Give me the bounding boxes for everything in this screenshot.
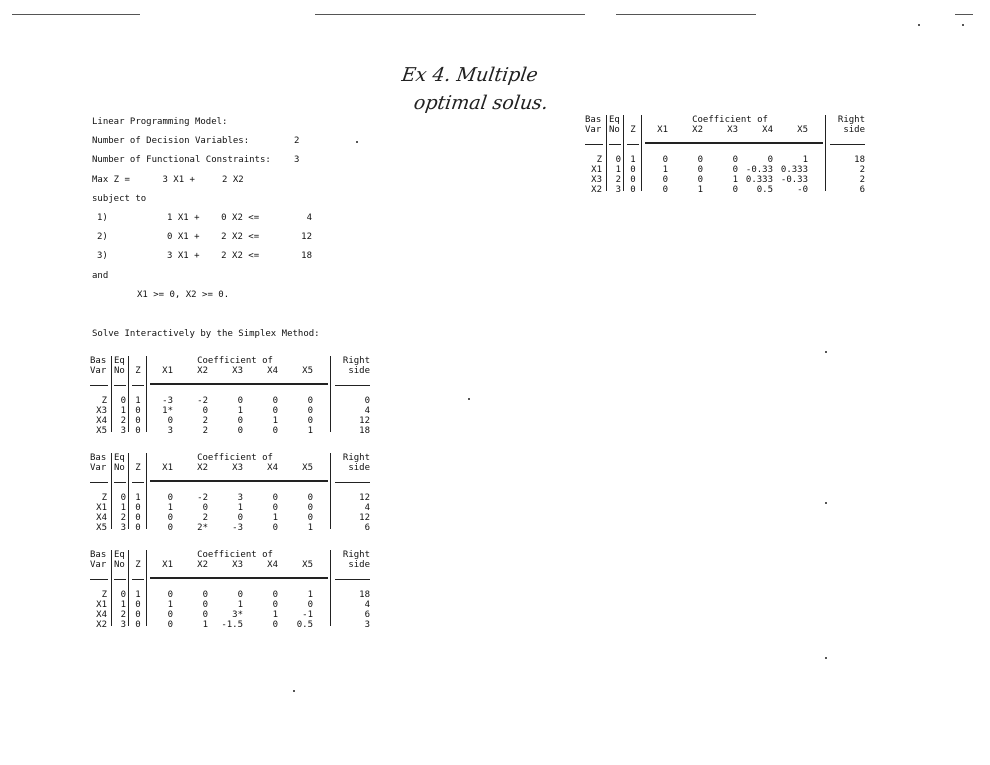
basic-variable: Z: [101, 590, 107, 600]
coefficient-cell: 0: [697, 175, 703, 185]
coefficient-cell: 1: [237, 600, 243, 610]
coefficient-cell: 0: [767, 155, 773, 165]
header-bas: Bas: [90, 453, 107, 463]
coefficient-cell: -3: [232, 523, 243, 533]
header-no: No: [114, 366, 125, 376]
header-rule: [114, 482, 126, 483]
header-side: side: [843, 125, 865, 135]
constraint-rhs: 18: [301, 251, 312, 261]
coefficient-cell: 0: [272, 590, 278, 600]
equation-number: 2: [120, 610, 126, 620]
equation-number: 3: [120, 620, 126, 630]
header-rule: [132, 579, 144, 580]
header-z: Z: [135, 366, 141, 376]
header-rule: [132, 385, 144, 386]
column-divider: [606, 115, 607, 191]
header-rule: [90, 579, 108, 580]
coefficient-cell: 0: [662, 175, 668, 185]
header-x5: X5: [797, 125, 808, 135]
column-divider: [111, 453, 112, 529]
right-side-value: 12: [359, 416, 370, 426]
constraint-rhs: 4: [306, 213, 312, 223]
equation-number: 0: [615, 155, 621, 165]
num-cons-label: Number of Functional Constraints:: [92, 155, 271, 165]
equation-number: 1: [120, 406, 126, 416]
z-coefficient: 0: [135, 523, 141, 533]
coefficient-cell: 3: [237, 493, 243, 503]
coefficient-cell: 3: [167, 426, 173, 436]
header-rule: [335, 385, 370, 386]
basic-variable: X2: [591, 185, 602, 195]
right-side-value: 3: [364, 620, 370, 630]
z-coefficient: 1: [135, 493, 141, 503]
column-divider: [330, 550, 331, 626]
header-side: side: [348, 560, 370, 570]
equation-number: 3: [120, 523, 126, 533]
equation-number: 3: [120, 426, 126, 436]
constraint-rhs: 12: [301, 232, 312, 242]
header-eq: Eq: [114, 356, 125, 366]
coefficient-cell: 0: [662, 185, 668, 195]
coefficient-cell: 0: [237, 590, 243, 600]
header-x5: X5: [302, 366, 313, 376]
header-rule: [114, 579, 126, 580]
z-coefficient: 0: [135, 503, 141, 513]
z-coefficient: 1: [135, 590, 141, 600]
z-coefficient: 0: [630, 185, 636, 195]
coefficient-cell: 1: [307, 590, 313, 600]
header-x3: X3: [232, 560, 243, 570]
header-side: side: [348, 366, 370, 376]
constraint-num: 1): [97, 213, 108, 223]
coefficient-cell: 0.333: [745, 175, 773, 185]
header-bas: Bas: [585, 115, 602, 125]
coefficient-cell: 0: [202, 406, 208, 416]
z-coefficient: 0: [135, 620, 141, 630]
coefficient-cell: 1: [307, 426, 313, 436]
coefficient-cell: 0: [307, 396, 313, 406]
coefficient-cell: 0: [202, 503, 208, 513]
constraint-expr: 3 X1 + 2 X2 <=: [167, 251, 260, 261]
coefficient-cell: -2: [197, 396, 208, 406]
basic-variable: X2: [96, 620, 107, 630]
basic-variable: X4: [96, 513, 107, 523]
basic-variable: X4: [96, 610, 107, 620]
z-coefficient: 0: [630, 175, 636, 185]
coefficient-cell: 0: [237, 513, 243, 523]
coefficient-cell: 3*: [232, 610, 243, 620]
header-x4: X4: [267, 366, 278, 376]
right-side-value: 12: [359, 513, 370, 523]
header-coefficient: Coefficient of: [197, 550, 273, 560]
column-divider: [825, 115, 826, 191]
header-coefficient: Coefficient of: [197, 453, 273, 463]
coefficient-cell: 2*: [197, 523, 208, 533]
coefficient-cell: -1: [302, 610, 313, 620]
right-side-value: 2: [859, 175, 865, 185]
header-right: Right: [342, 550, 370, 560]
header-rule: [609, 144, 621, 145]
right-side-value: 18: [854, 155, 865, 165]
coefficient-cell: 0: [732, 165, 738, 175]
header-no: No: [114, 560, 125, 570]
header-rule: [150, 383, 328, 385]
header-rule: [335, 482, 370, 483]
right-side-value: 18: [359, 426, 370, 436]
equation-number: 2: [120, 513, 126, 523]
coefficient-cell: 1: [697, 185, 703, 195]
column-divider: [128, 550, 129, 626]
coefficient-cell: 0: [237, 426, 243, 436]
coefficient-cell: 1: [802, 155, 808, 165]
equation-number: 0: [120, 396, 126, 406]
column-divider: [330, 453, 331, 529]
header-rule: [645, 142, 823, 144]
coefficient-cell: -0.33: [780, 175, 808, 185]
header-rule: [114, 385, 126, 386]
subject-to: subject to: [92, 194, 147, 204]
header-no: No: [609, 125, 620, 135]
right-side-value: 4: [364, 600, 370, 610]
header-rule: [335, 579, 370, 580]
right-side-value: 18: [359, 590, 370, 600]
coefficient-cell: -0: [797, 185, 808, 195]
basic-variable: X5: [96, 523, 107, 533]
coefficient-cell: 0: [167, 620, 173, 630]
header-rule: [627, 144, 639, 145]
header-x2: X2: [197, 560, 208, 570]
basic-variable: X1: [96, 600, 107, 610]
coefficient-cell: 0: [272, 493, 278, 503]
column-divider: [330, 356, 331, 432]
z-coefficient: 0: [135, 426, 141, 436]
column-divider: [623, 115, 624, 191]
num-vars-label: Number of Decision Variables:: [92, 136, 250, 146]
equation-number: 3: [615, 185, 621, 195]
handwritten-title-line1: Ex 4. Multiple: [400, 64, 540, 86]
equation-number: 1: [120, 600, 126, 610]
coefficient-cell: 0: [167, 416, 173, 426]
z-coefficient: 1: [630, 155, 636, 165]
coefficient-cell: -3: [162, 396, 173, 406]
basic-variable: X1: [591, 165, 602, 175]
right-side-value: 0: [364, 396, 370, 406]
header-right: Right: [342, 356, 370, 366]
right-side-value: 2: [859, 165, 865, 175]
header-x5: X5: [302, 463, 313, 473]
coefficient-cell: 1: [307, 523, 313, 533]
header-rule: [90, 482, 108, 483]
equation-number: 1: [120, 503, 126, 513]
header-z: Z: [135, 560, 141, 570]
header-x2: X2: [197, 366, 208, 376]
basic-variable: X4: [96, 416, 107, 426]
coefficient-cell: 0: [167, 513, 173, 523]
header-rule: [150, 577, 328, 579]
num-vars-value: 2: [294, 136, 300, 146]
z-coefficient: 0: [135, 513, 141, 523]
coefficient-cell: 0: [167, 590, 173, 600]
basic-variable: Z: [596, 155, 602, 165]
header-right: Right: [342, 453, 370, 463]
z-coefficient: 0: [630, 165, 636, 175]
coefficient-cell: 0: [307, 503, 313, 513]
header-x4: X4: [267, 560, 278, 570]
header-rule: [90, 385, 108, 386]
z-coefficient: 0: [135, 406, 141, 416]
header-no: No: [114, 463, 125, 473]
basic-variable: X3: [591, 175, 602, 185]
header-eq: Eq: [114, 453, 125, 463]
coefficient-cell: 0: [167, 610, 173, 620]
solve-heading: Solve Interactively by the Simplex Method:: [92, 329, 320, 339]
header-rule: [132, 482, 144, 483]
num-cons-value: 3: [294, 155, 300, 165]
constraint-num: 2): [97, 232, 108, 242]
and-text: and: [92, 271, 109, 281]
basic-variable: X5: [96, 426, 107, 436]
coefficient-cell: 2: [202, 426, 208, 436]
header-bas: Bas: [90, 550, 107, 560]
equation-number: 2: [615, 175, 621, 185]
header-x1: X1: [162, 560, 173, 570]
coefficient-cell: 0: [697, 165, 703, 175]
coefficient-cell: 1: [272, 416, 278, 426]
coefficient-cell: 0: [167, 523, 173, 533]
right-side-value: 4: [364, 406, 370, 416]
coefficient-cell: 0: [307, 493, 313, 503]
coefficient-cell: 0: [697, 155, 703, 165]
nonnegativity: X1 >= 0, X2 >= 0.: [137, 290, 230, 300]
coefficient-cell: 0.5: [756, 185, 773, 195]
header-x1: X1: [162, 366, 173, 376]
objective: Max Z = 3 X1 + 2 X2: [92, 175, 244, 185]
header-x1: X1: [162, 463, 173, 473]
header-z: Z: [135, 463, 141, 473]
coefficient-cell: 0: [272, 396, 278, 406]
coefficient-cell: 0.333: [780, 165, 808, 175]
z-coefficient: 1: [135, 396, 141, 406]
header-x2: X2: [197, 463, 208, 473]
coefficient-cell: -2: [197, 493, 208, 503]
coefficient-cell: 0: [272, 503, 278, 513]
coefficient-cell: 0: [202, 600, 208, 610]
header-var: Var: [90, 560, 107, 570]
basic-variable: Z: [101, 493, 107, 503]
coefficient-cell: 0: [307, 513, 313, 523]
z-coefficient: 0: [135, 610, 141, 620]
constraint-num: 3): [97, 251, 108, 261]
header-x3: X3: [727, 125, 738, 135]
coefficient-cell: 1: [272, 513, 278, 523]
coefficient-cell: 1: [167, 600, 173, 610]
coefficient-cell: -0.33: [745, 165, 773, 175]
constraint-expr: 0 X1 + 2 X2 <=: [167, 232, 260, 242]
coefficient-cell: 1: [662, 165, 668, 175]
coefficient-cell: 0: [272, 600, 278, 610]
coefficient-cell: 0: [662, 155, 668, 165]
coefficient-cell: 1: [272, 610, 278, 620]
header-coefficient: Coefficient of: [197, 356, 273, 366]
coefficient-cell: 0: [237, 416, 243, 426]
column-divider: [111, 356, 112, 432]
header-rule: [585, 144, 603, 145]
right-side-value: 6: [364, 523, 370, 533]
header-var: Var: [90, 463, 107, 473]
header-x2: X2: [692, 125, 703, 135]
coefficient-cell: 1: [202, 620, 208, 630]
coefficient-cell: 0: [732, 185, 738, 195]
coefficient-cell: 0: [272, 426, 278, 436]
header-x4: X4: [762, 125, 773, 135]
coefficient-cell: 0: [237, 396, 243, 406]
header-right: Right: [837, 115, 865, 125]
column-divider: [128, 356, 129, 432]
equation-number: 0: [120, 590, 126, 600]
coefficient-cell: 0: [732, 155, 738, 165]
coefficient-cell: 0: [272, 406, 278, 416]
coefficient-cell: 1: [237, 503, 243, 513]
coefficient-cell: 0: [167, 493, 173, 503]
header-rule: [830, 144, 865, 145]
basic-variable: X3: [96, 406, 107, 416]
right-side-value: 4: [364, 503, 370, 513]
column-divider: [128, 453, 129, 529]
header-coefficient: Coefficient of: [692, 115, 768, 125]
header-x1: X1: [657, 125, 668, 135]
coefficient-cell: 0: [307, 406, 313, 416]
equation-number: 2: [120, 416, 126, 426]
coefficient-cell: 1: [167, 503, 173, 513]
header-x3: X3: [232, 366, 243, 376]
coefficient-cell: 0: [202, 590, 208, 600]
header-var: Var: [90, 366, 107, 376]
basic-variable: X1: [96, 503, 107, 513]
z-coefficient: 0: [135, 600, 141, 610]
coefficient-cell: 2: [202, 416, 208, 426]
right-side-value: 6: [859, 185, 865, 195]
equation-number: 0: [120, 493, 126, 503]
basic-variable: Z: [101, 396, 107, 406]
coefficient-cell: 0: [307, 416, 313, 426]
header-bas: Bas: [90, 356, 107, 366]
z-coefficient: 0: [135, 416, 141, 426]
header-x3: X3: [232, 463, 243, 473]
coefficient-cell: 0.5: [296, 620, 313, 630]
header-rule: [150, 480, 328, 482]
column-divider: [111, 550, 112, 626]
coefficient-cell: 1: [237, 406, 243, 416]
coefficient-cell: 0: [307, 600, 313, 610]
coefficient-cell: 0: [272, 523, 278, 533]
coefficient-cell: 0: [272, 620, 278, 630]
header-z: Z: [630, 125, 636, 135]
right-side-value: 6: [364, 610, 370, 620]
constraint-expr: 1 X1 + 0 X2 <=: [167, 213, 260, 223]
header-x4: X4: [267, 463, 278, 473]
equation-number: 1: [615, 165, 621, 175]
coefficient-cell: 2: [202, 513, 208, 523]
coefficient-cell: 1*: [162, 406, 173, 416]
header-eq: Eq: [609, 115, 620, 125]
coefficient-cell: -1.5: [221, 620, 243, 630]
header-side: side: [348, 463, 370, 473]
coefficient-cell: 0: [202, 610, 208, 620]
model-heading: Linear Programming Model:: [92, 117, 228, 127]
header-var: Var: [585, 125, 602, 135]
right-side-value: 12: [359, 493, 370, 503]
handwritten-title-line2: optimal solus.: [412, 92, 550, 114]
coefficient-cell: 1: [732, 175, 738, 185]
header-eq: Eq: [114, 550, 125, 560]
header-x5: X5: [302, 560, 313, 570]
